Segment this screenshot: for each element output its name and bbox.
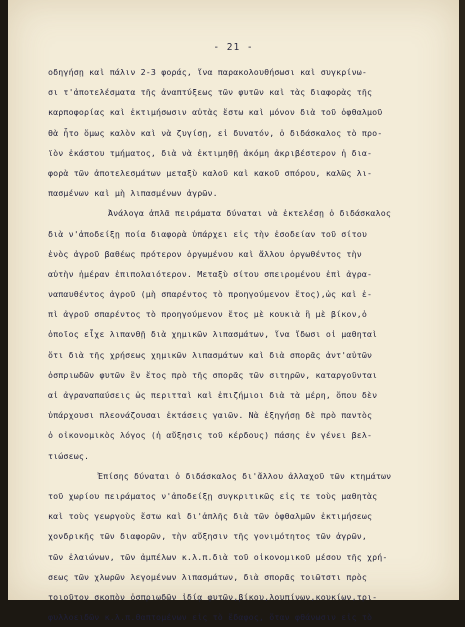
text-line: Ἀνάλογα ἁπλᾶ πειράματα δύναται νὰ ἐκτελέσῃ ὁ διδάσκαλος — [108, 208, 391, 219]
body-text — [48, 62, 448, 627]
text-line: χονδρικῆς τῶν διαφορῶν, τὴν αὔξησιν τῆς γονιμότητος τῶν ἀγρῶν, — [48, 531, 367, 542]
page-edge-shadow — [459, 0, 465, 600]
text-line: καρποφορίας καὶ ἐκτιμήσωσιν αὐτὰς ἔστω καὶ μόνον διὰ τοῦ ὀφθαλμοῦ — [48, 107, 383, 118]
text-line: ὅτι διὰ τῆς χρήσεως χημικῶν λιπασμάτων καὶ διὰ σπορᾶς ἀντ'αὐτῶν — [48, 349, 373, 360]
text-line: φορὰ τῶν ἀποτελεσμάτων μεταξὺ καλοῦ καὶ κακοῦ σπόρου, καλῶς λι- — [48, 167, 373, 178]
text-line: τιώσεως. — [48, 450, 90, 461]
text-line: τοιοῦτον σκοπὸν ὀσπριωδῶν ἰδίᾳ φυτῶν,βίκου,λουπίνων,κουκίων,τρι- — [48, 591, 378, 602]
typewritten-page — [8, 0, 459, 623]
text-line: σεως τῶν χλωρῶν λεγομένων λιπασμάτων, διὰ σπορᾶς τοιῶτστι πρὸς — [48, 571, 367, 582]
text-line: αὐτὴν ἡμέραν ἐπιπολαιότερον. Μεταξὺ σίτου σπειρομένου ἐπὶ ἀγρα- — [48, 268, 373, 279]
text-line: ἑνὸς ἀγροῦ βαθέως πρότερον ὀργωμένου καὶ ἄλλου ὀργωθέντος τὴν — [48, 248, 362, 259]
text-line: ὀσπριωδῶν φυτῶν ἓν ἔτος πρὸ τῆς σπορᾶς τῶν σιτηρῶν, καταργοῦνται — [48, 369, 378, 380]
text-line: αἱ ἀγραναπαύσεις ὡς περιτταὶ καὶ ἐπιζήμιοι διὰ τὰ μέρη, ὅπου δὲν — [48, 390, 378, 400]
text-line: οδηγήσῃ καὶ πάλιν 2-3 φοράς, ἵνα παρακολουθήσωσι καὶ συγκρίνω- — [48, 67, 367, 77]
text-line: ὁ οἰκονομικὸς λόγος (ἡ αὔξησις τοῦ κέρδους) πάσης ἐν γένει βελ- — [48, 430, 373, 441]
text-line: φυλλοειδῶν κ.λ.π.θαπτομένων εἰς τὸ ἔδαφος, ὅταν φθάνωσιν εἰς τὸ — [48, 612, 373, 623]
text-line: Ἐπίσης δύναται ὁ διδάσκαλος δι'ἄλλου ἀλλαχοῦ τῶν κτημάτων — [98, 470, 392, 481]
text-line: σι τ'ἀποτελέσματα τῆς ἀναπτύξεως τῶν φυτῶν καὶ τὰς διαφορὰς τῆς — [48, 87, 373, 98]
text-line: θὰ ἦτο ὅμως καλὸν καὶ νὰ ζυγίσῃ, εἰ δυνατόν, ὁ διδάσκαλος τὸ προ- — [48, 127, 383, 138]
page-number: - 21 - — [213, 42, 254, 53]
text-line: ϊὸν ἑκάστου τμήματος, διὰ νὰ ἐκτιμηθῇ ἀκόμη ἀκριβέστερον ἡ δια- — [48, 147, 373, 158]
text-line: ὁποῖος εἶχε λιπανθῇ διὰ χημικῶν λιπασμάτων, ἵνα ἴδωσι οἱ μαθηταὶ — [48, 329, 378, 340]
text-line: πασμένων καὶ μὴ λιπασμένων ἀγρῶν. — [48, 188, 218, 199]
text-line: πὶ ἀγροῦ σπαρέντος τὸ προηγούμενον ἔτος μὲ κουκιὰ ἢ μὲ βίκον,ὁ — [48, 309, 367, 320]
text-line: καὶ τοὺς γεωργοὺς ἔστω καὶ δι'ἁπλῆς διὰ τῶν ὀφθαλμῶν ἐκτιμήσεως — [48, 511, 373, 522]
text-line: τοῦ χωρίου πειράματος ν'ἀποδείξῃ συγκριτικῶς εἰς τε τοὺς μαθητὰς — [48, 490, 378, 501]
text-line: ναπαυθέντος ἀγροῦ (μὴ σπαρέντος τὸ προηγούμενον ἔτος),ὡς καὶ ἐ- — [48, 289, 373, 300]
text-line: τῶν ἐλαιώνων, τῶν ἀμπέλων κ.λ.π.διὰ τοῦ οἰκονομικοῦ μέσου τῆς χρή- — [48, 551, 388, 562]
text-line: ὑπάρχουσι πλεονάζουσαι ἐκτάσεις γαιῶν. Νὰ ἐξηγήσῃ δὲ πρὸ παντὸς — [48, 410, 373, 421]
text-line: διὰ ν'ἀποδείξῃ ποία διαφορὰ ὑπάρχει εἰς τὴν ἐσοδείαν τοῦ σίτου — [48, 228, 367, 239]
